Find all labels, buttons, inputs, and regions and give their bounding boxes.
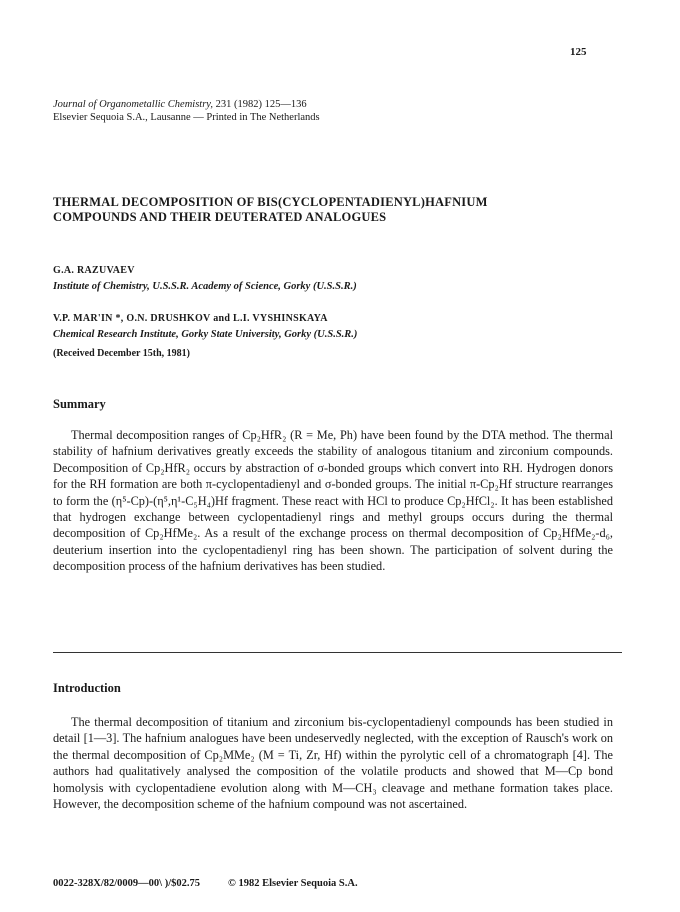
article-code: 0022-328X/82/0009—00\ )/$02.75 — [53, 878, 200, 889]
affiliation-1: Institute of Chemistry, U.S.S.R. Academy of Science, Gorky (U.S.S.R.) — [53, 281, 357, 292]
journal-citation — [53, 98, 320, 124]
introduction-heading: Introduction — [53, 681, 121, 695]
copyright-notice: © 1982 Elsevier Sequoia S.A. — [228, 878, 358, 889]
title-line-1: THERMAL DECOMPOSITION OF BIS(CYCLOPENTADIENYL)HAFNIUM — [53, 195, 488, 209]
article-title — [53, 195, 643, 225]
title-line-2: COMPOUNDS AND THEIR DEUTERATED ANALOGUES — [53, 210, 387, 224]
journal-line-1 — [53, 98, 320, 111]
journal-name: Journal of Organometallic Chemistry, — [53, 99, 214, 110]
author-group-1: G.A. RAZUVAEV — [53, 265, 135, 276]
affiliation-2: Chemical Research Institute, Gorky State University, Gorky (U.S.S.R.) — [53, 329, 358, 340]
received-date: (Received December 15th, 1981) — [53, 348, 190, 359]
footer — [53, 878, 358, 889]
journal-line-2: Elsevier Sequoia S.A., Lausanne — Printed in The Netherlands — [53, 112, 320, 123]
introduction-text: The thermal decomposition of titanium and zirconium bis-cyclopentadienyl compounds has been studied in detail [1—3]. The hafnium analogues have been undeservedly neglected, with the exception of Rausch's work on the thermal decomposition of Cp₂MMe₂ (M = Ti, Zr, Hf) within the pyrolytic cell of a chromatograph [4]. The authors had qualitatively analysed the composition of the volatile products and showed that M—Cp bond homolysis with cyclopentadiene evolution along with M—CH₃ cleavage and methane formation takes place. However, the decomposition scheme of the hafnium compound was not ascertained. — [53, 715, 613, 812]
author-group-2: V.P. MAR'IN *, O.N. DRUSHKOV and L.I. VYSHINSKAYA — [53, 313, 328, 324]
summary-text: Thermal decomposition ranges of Cp₂HfR₂ (R = Me, Ph) have been found by the DTA method. The thermal stability of hafnium derivatives greatly exceeds the stability of analogous titanium and zirconium compounds. Decomposition of Cp₂HfR₂ occurs by abstraction of σ-bonded groups which convert into RH. Hydrogen donors for the RH formation are both π-cyclopentadienyl and σ-bonded groups. The initial π-Cp₂Hf structure rearranges to form the (η⁵-Cp)-(η⁵,η¹-C₅H₄)Hf fragment. These react with HCl to produce Cp₂HfCl₂. It has been established that hydrogen exchange between cyclopentadienyl rings and methyl groups occurs during the thermal decomposition of Cp₂HfMe₂. As a result of the exchange process on thermal decomposition of Cp₂HfMe₂-d₆, deuterium insertion into the cyclopentadienyl ring has been shown. The participation of solvent during the decomposition process of the hafnium derivatives has been studied. — [53, 428, 613, 574]
journal-volume: 231 (1982) 125—136 — [213, 99, 307, 110]
summary-heading: Summary — [53, 397, 106, 411]
page-number: 125 — [570, 46, 587, 58]
section-divider — [53, 652, 622, 653]
